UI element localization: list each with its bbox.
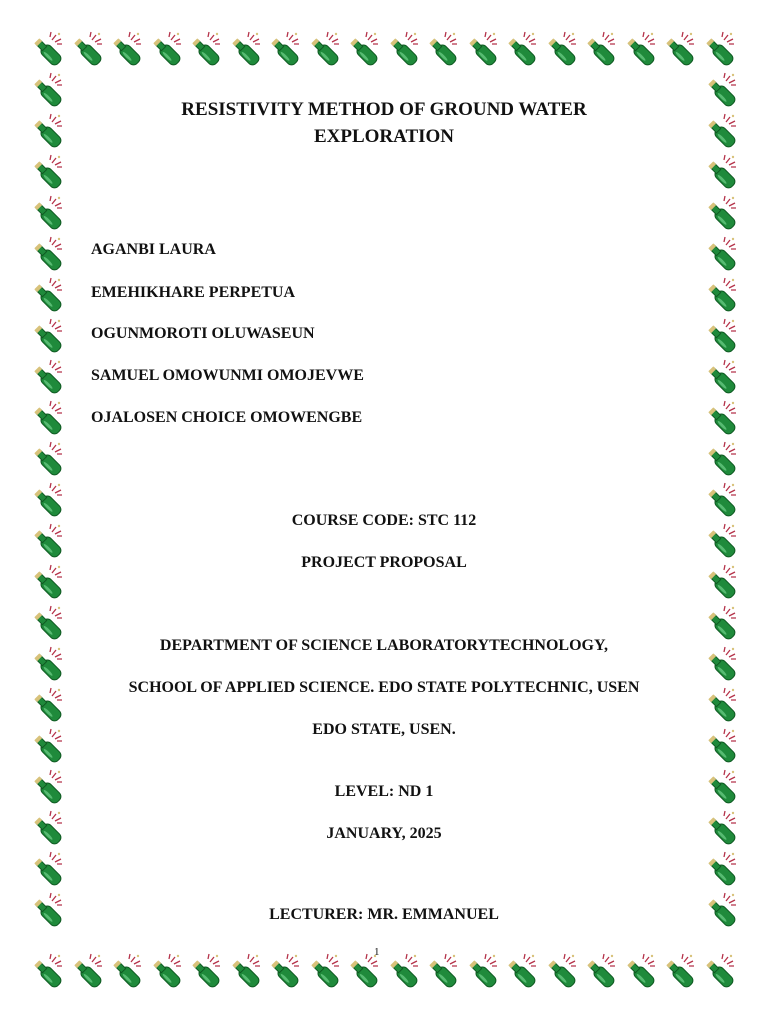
champagne-bottle-icon [421, 30, 461, 70]
champagne-bottle-icon [698, 952, 738, 992]
champagne-bottle-icon [700, 358, 740, 398]
champagne-bottle-icon [303, 30, 343, 70]
champagne-bottle-icon [619, 952, 659, 992]
course-code: COURSE CODE: STC 112 [291, 512, 477, 529]
champagne-bottle-icon [26, 71, 66, 111]
champagne-bottle-icon [26, 440, 66, 480]
champagne-bottle-icon [540, 952, 580, 992]
champagne-bottle-icon [26, 30, 66, 70]
champagne-bottle-icon [26, 276, 66, 316]
champagne-bottle-icon [26, 153, 66, 193]
champagne-bottle-icon [461, 30, 501, 70]
champagne-bottle-icon [26, 235, 66, 275]
champagne-bottle-icon [145, 952, 185, 992]
champagne-bottle-icon [342, 952, 382, 992]
champagne-bottle-icon [421, 952, 461, 992]
level: LEVEL: ND 1 [334, 783, 434, 800]
champagne-bottle-icon [66, 952, 106, 992]
champagne-bottle-icon [66, 30, 106, 70]
champagne-bottle-icon [303, 952, 343, 992]
author-name: EMEHIKHARE PERPETUA [91, 284, 296, 301]
champagne-bottle-icon [461, 952, 501, 992]
champagne-bottle-icon [382, 30, 422, 70]
champagne-bottle-icon [700, 194, 740, 234]
champagne-bottle-icon [700, 235, 740, 275]
champagne-bottle-icon [500, 30, 540, 70]
champagne-bottle-icon [263, 952, 303, 992]
champagne-bottle-icon [619, 30, 659, 70]
champagne-bottle-icon [700, 399, 740, 439]
champagne-bottle-icon [382, 952, 422, 992]
champagne-bottle-icon [224, 30, 264, 70]
date: JANUARY, 2025 [326, 825, 442, 842]
author-name: OJALOSEN CHOICE OMOWENGBE [91, 409, 363, 426]
champagne-bottle-icon [224, 952, 264, 992]
champagne-bottle-icon [579, 952, 619, 992]
champagne-bottle-icon [700, 112, 740, 152]
champagne-bottle-icon [26, 952, 66, 992]
champagne-bottle-icon [184, 952, 224, 992]
author-name: AGANBI LAURA [91, 241, 216, 258]
champagne-bottle-icon [105, 952, 145, 992]
champagne-bottle-icon [26, 399, 66, 439]
champagne-bottle-icon [184, 30, 224, 70]
champagne-bottle-icon [700, 276, 740, 316]
champagne-bottle-icon [26, 112, 66, 152]
document-title [110, 96, 658, 150]
champagne-bottle-icon [540, 30, 580, 70]
champagne-bottle-icon [700, 440, 740, 480]
champagne-bottle-icon [579, 30, 619, 70]
champagne-bottle-icon [342, 30, 382, 70]
champagne-bottle-icon [700, 71, 740, 111]
champagne-bottle-icon [698, 30, 738, 70]
title-line-1: RESISTIVITY METHOD OF GROUND WATER [181, 99, 587, 120]
lecturer: LECTURER: MR. EMMANUEL [269, 906, 499, 923]
document-type: PROJECT PROPOSAL [301, 554, 467, 571]
champagne-bottle-icon [26, 850, 66, 890]
department: DEPARTMENT OF SCIENCE LABORATORYTECHNOLOGY, [159, 637, 609, 654]
champagne-bottle-icon [500, 952, 540, 992]
champagne-bottle-icon [26, 358, 66, 398]
school: SCHOOL OF APPLIED SCIENCE. EDO STATE POLYTECHNIC, USEN [128, 679, 640, 696]
title-line-2: EXPLORATION [313, 126, 455, 147]
author-name: OGUNMOROTI OLUWASEUN [91, 325, 315, 342]
champagne-bottle-icon [700, 317, 740, 357]
page-number: 1 [374, 946, 380, 958]
location: EDO STATE, USEN. [312, 721, 456, 738]
champagne-bottle-icon [700, 850, 740, 890]
champagne-bottle-icon [105, 30, 145, 70]
champagne-bottle-icon [26, 317, 66, 357]
champagne-bottle-icon [26, 194, 66, 234]
champagne-bottle-icon [658, 952, 698, 992]
champagne-bottle-icon [700, 153, 740, 193]
champagne-bottle-icon [658, 30, 698, 70]
author-name: SAMUEL OMOWUNMI OMOJEVWE [91, 367, 364, 384]
champagne-bottle-icon [145, 30, 185, 70]
champagne-bottle-icon [263, 30, 303, 70]
